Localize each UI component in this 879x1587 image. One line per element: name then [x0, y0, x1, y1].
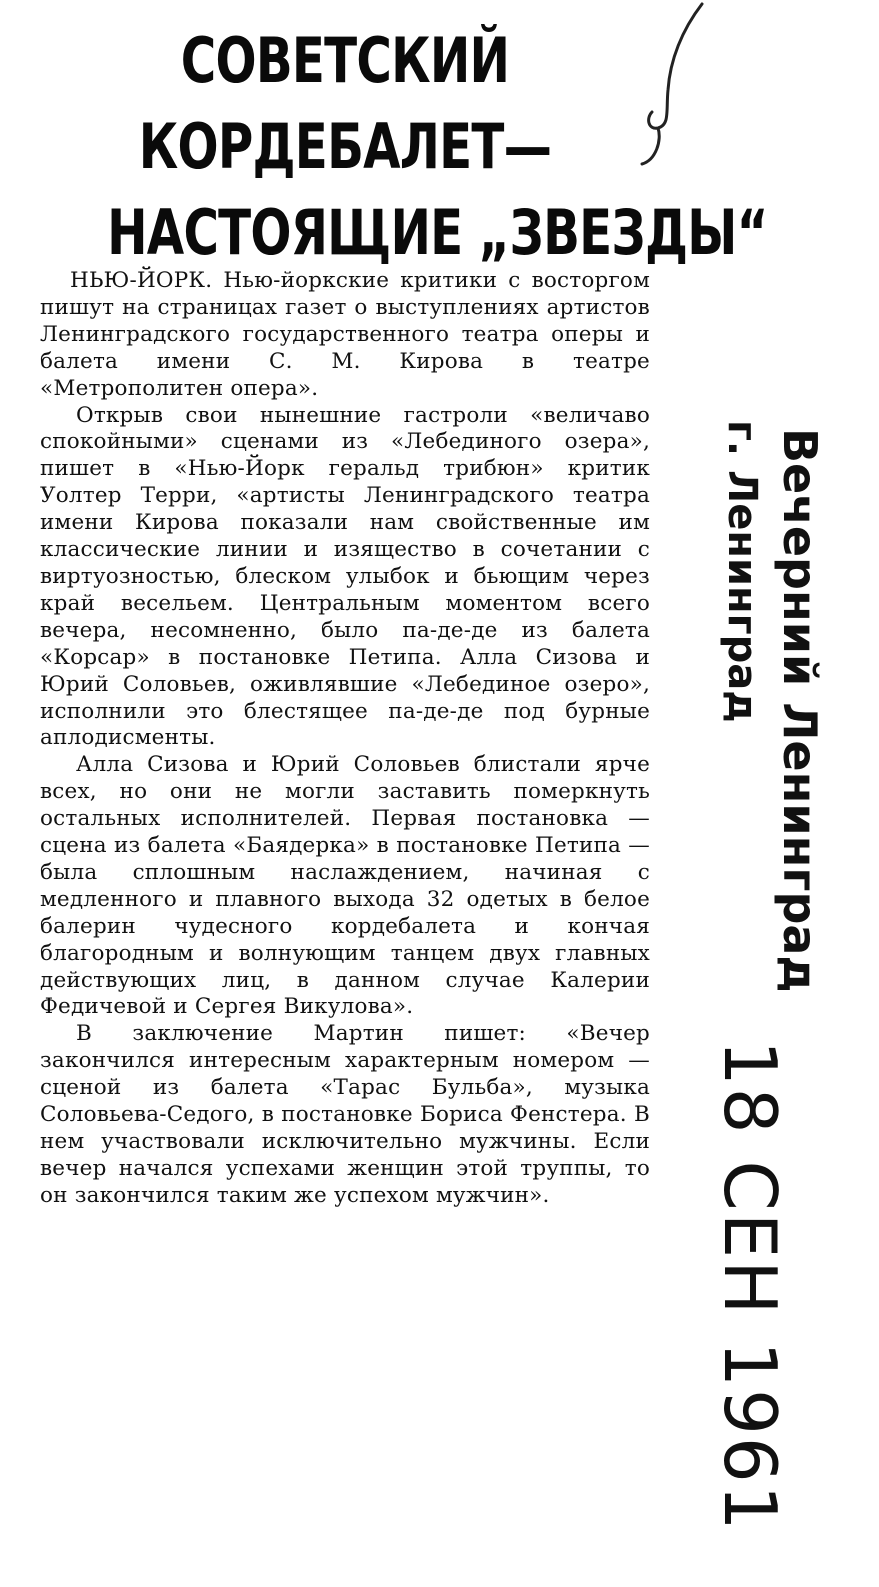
article-paragraph-3: Алла Сизова и Юрий Соловьев блистали ярче всех, но они не могли заставить померкнуть остальных исполнителей. Первая постановка — сцена из балета «Баядерка» в постановке Петипа — была сплошным наслаждением, начиная с медленного и плавного выхода 32 одетых в белое балерин чудесного кордебалета и кончая благородным и волнующим танцем двух главных действующих лиц, в данном случае Калерии Федичевой и Сергея Викулова».	[40, 752, 650, 1020]
handwritten-mark	[630, 0, 710, 170]
stamp-city: г. Ленинград	[719, 420, 765, 723]
article-body	[40, 268, 650, 1210]
article-paragraph-4: В заключение Мартин пишет: «Вечер закончился интересным характерным номером — сценой из балета «Тарас Бульба», музыка Соловьева-Седого, в постановке Бориса Фенстера. В нем участвовали исключительно мужчины. Если вечер начался успехами женщин этой труппы, то он закончился таким же успехом мужчин».	[40, 1021, 650, 1208]
headline-line-2: КОРДЕБАЛЕТ—	[138, 110, 552, 183]
date-stamp	[705, 1040, 795, 1533]
headline-line-1: СОВЕТСКИЙ	[180, 24, 510, 97]
article-paragraph-1: НЬЮ-ЙОРК. Нью-йоркские критики с восторгом пишут на страницах газет о выступлениях артистов Ленинградского государственного театра оперы и балета имени С. М. Кирова в театре «Метрополитен опера».	[40, 268, 650, 401]
article-headline	[107, 18, 768, 276]
stamp-date-text: 18 СЕН 1961	[708, 1040, 792, 1533]
source-stamp	[700, 420, 830, 993]
stamp-source-name: Вечерний Ленинград	[773, 428, 827, 993]
article-paragraph-2: Открыв свои нынешние гастроли «величаво спокойными» сценами из «Лебединого озера», пишет в «Нью-Йорк геральд трибюн» критик Уолтер Терри, «артисты Ленинградского театра имени Кирова показали нам свойственные им классические линии и изящество в сочетании с виртуозностью, блеском улыбок и бьющим через край весельем. Центральным моментом всего вечера, несомненно, было па-де-де из балета «Корсар» в постановке Петипа. Алла Сизова и Юрий Соловьев, оживлявшие «Лебединое озеро», исполнили это блестящее па-де-де под бурные аплодисменты.	[40, 402, 650, 751]
headline-line-3: НАСТОЯЩИЕ „ЗВЕЗДЫ“	[107, 196, 768, 269]
